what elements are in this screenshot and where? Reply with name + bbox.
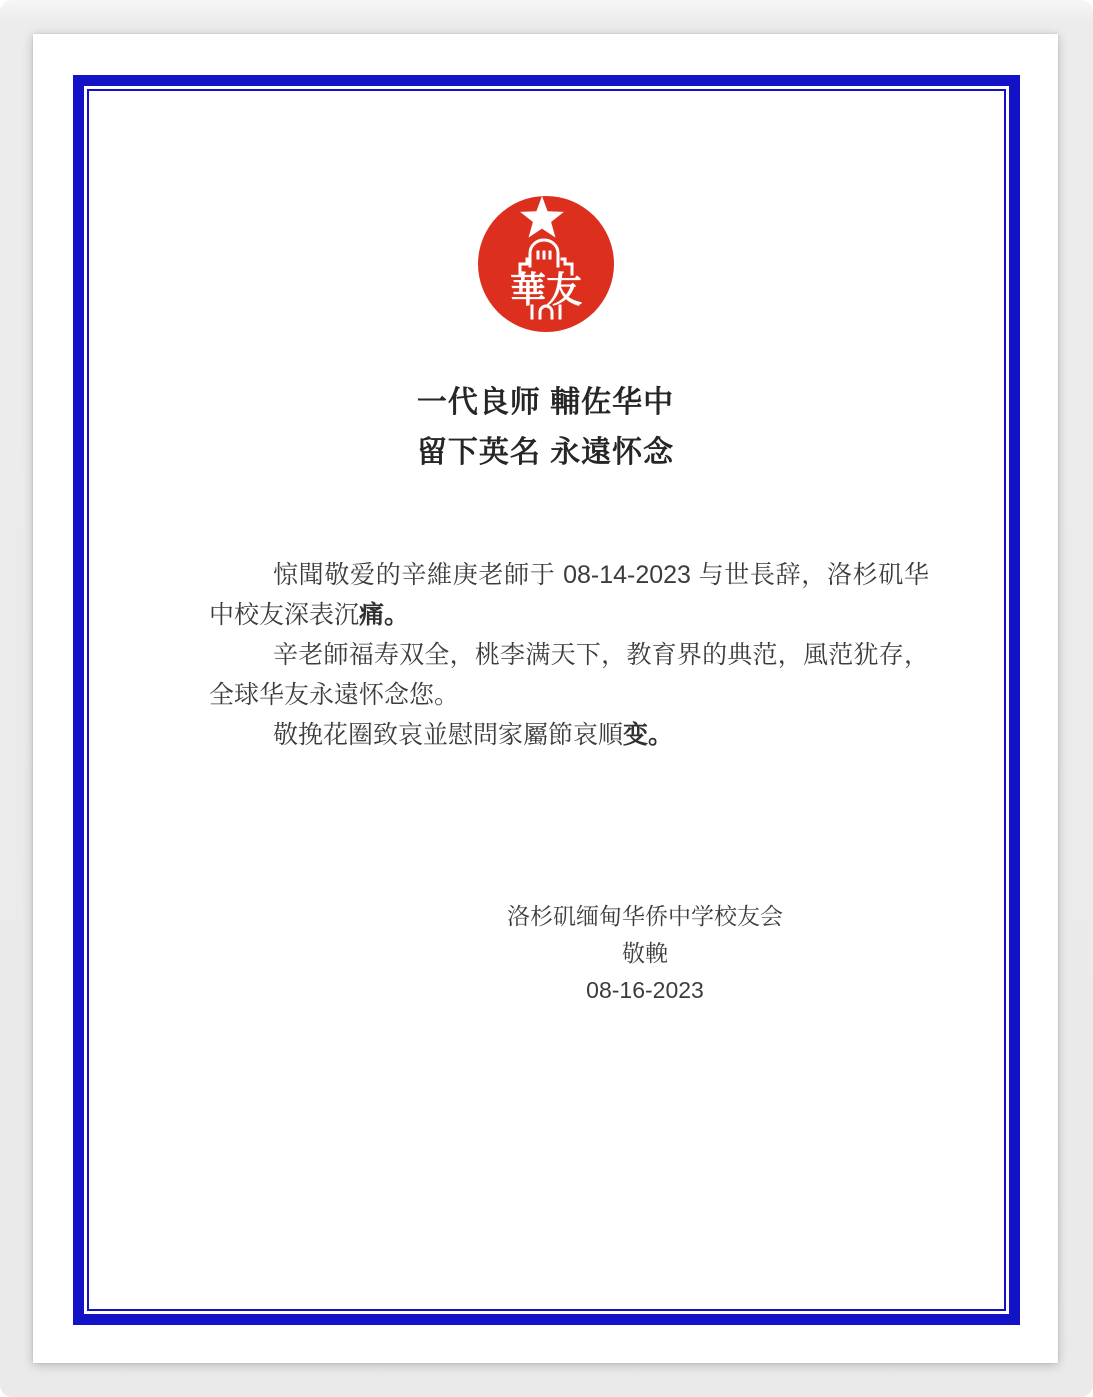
memorial-title — [33, 378, 1058, 478]
memorial-notice-page — [33, 34, 1058, 1363]
memorial-paragraph — [209, 715, 929, 755]
title-line-1: 一代良师 輔佐华中 — [416, 386, 675, 419]
body-paragraphs — [209, 555, 929, 755]
signature-salutation: 敬輓 — [622, 940, 668, 966]
signature-block — [345, 898, 945, 1009]
paragraph-text: 辛老師福寿双全，桃李满天下，教育界的典范，風范犹存，全球华友永遠怀念您。 — [209, 641, 929, 709]
logo-characters: 華友 — [509, 269, 582, 310]
title-line-2: 留下英名 永遠怀念 — [416, 436, 675, 469]
paragraph-text: 惊聞敬爱的辛維庚老師于 08-14-2023 与世長辞，洛杉矶华中校友深表沉 — [209, 561, 929, 629]
emphasis-text: 痛。 — [359, 601, 410, 629]
paragraph-text: 敬挽花圈致哀並慰問家屬節哀順 — [273, 721, 624, 749]
memorial-paragraph — [209, 635, 929, 715]
signature-organization: 洛杉矶缅甸华侨中学校友会 — [507, 903, 783, 929]
emphasis-text: 变。 — [623, 721, 674, 749]
signature-date: 08-16-2023 — [586, 977, 704, 1003]
memorial-paragraph — [209, 555, 929, 635]
huayou-school-emblem — [476, 194, 616, 334]
